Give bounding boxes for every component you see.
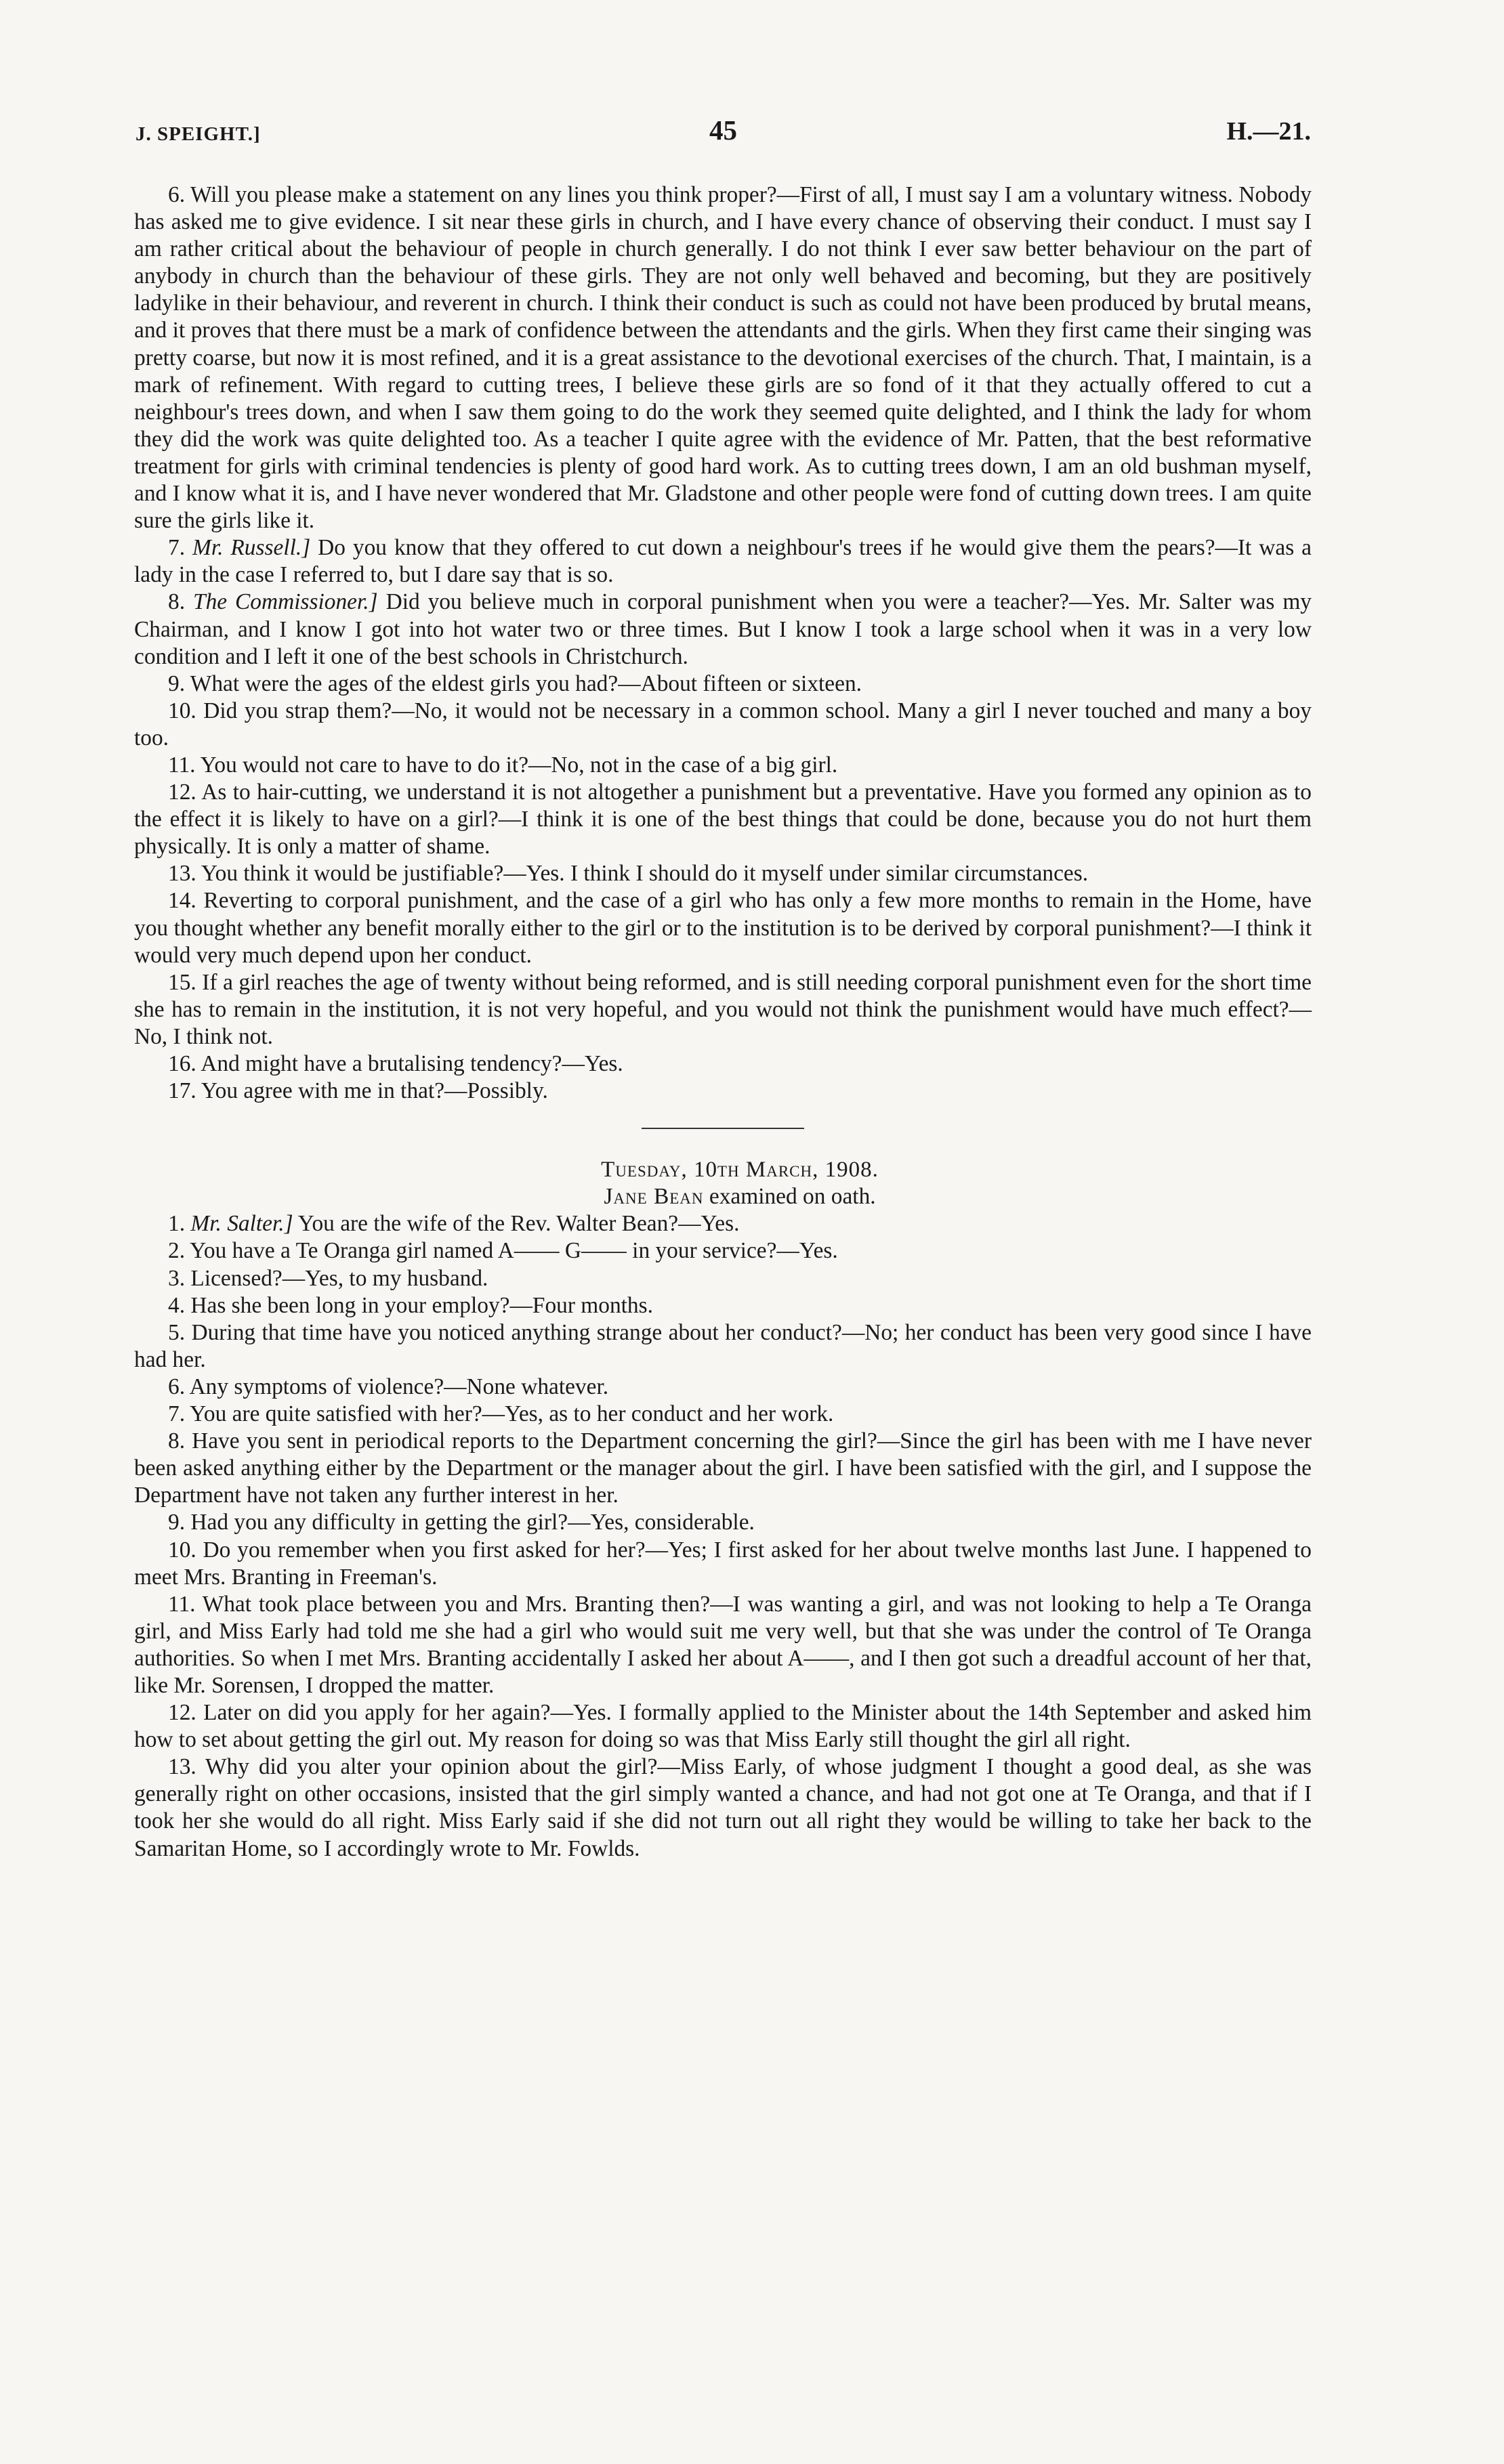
question-answer-text: Reverting to corporal punishment, and the case of a girl who has only a few more months to remain in the Home, have you thought whether any benefit morally either to the girl or to the institution is to be derived by corporal punishment?—I think it would very much depend upon her conduct. — [134, 888, 1312, 968]
question-number: 12. — [168, 1700, 196, 1726]
question-answer-text: Did you believe much in corporal punishment when you were a teacher?—Yes. Mr. Salter was my Chairman, and I know I got into hot water two or three times. But I know I took a large school when it was in a very low condition and I left it one of the best schools in Christchurch. — [134, 589, 1312, 669]
witness-suffix: examined on oath. — [709, 1184, 876, 1210]
question-number: 2. — [168, 1238, 186, 1264]
testimony-paragraph — [134, 534, 1312, 589]
testimony-paragraph — [134, 779, 1312, 860]
question-answer-text: What took place between you and Mrs. Branting then?—I was wanting a girl, and was not looking to help a Te Oranga girl, and Miss Early had told me she had a girl who would suit me very well, but that she was under the control of Te Oranga authorities. So when I met Mrs. Branting accidentally I asked her about A——, and I then got such a dreadful account of her that, like Mr. Sorensen, I dropped the matter. — [134, 1591, 1312, 1698]
testimony-paragraph — [134, 1591, 1312, 1699]
question-answer-text: Had you any difficulty in getting the girl?—Yes, considerable. — [190, 1510, 755, 1535]
question-answer-text: Did you strap them?—No, it would not be necessary in a common school. Many a girl I never touched and many a boy too. — [134, 698, 1312, 750]
testimony-paragraph — [134, 1050, 1312, 1078]
question-number: 4. — [168, 1292, 186, 1318]
question-answer-text: Do you know that they offered to cut down a neighbour's trees if he would give them the pears?—It was a lady in the case I referred to, but I dare say that is so. — [134, 535, 1312, 588]
question-answer-text: What were the ages of the eldest girls you had?—About fifteen or sixteen. — [190, 671, 862, 696]
question-number: 13. — [168, 1754, 196, 1780]
session-date: Tuesday, 10th March, 1908. — [601, 1157, 879, 1183]
testimony-paragraph — [134, 589, 1312, 670]
question-number: 3. — [168, 1265, 186, 1291]
testimony-paragraph — [134, 1292, 1312, 1319]
question-answer-text: You think it would be justifiable?—Yes. I think I should do it myself under similar circumstances. — [201, 861, 1089, 887]
question-number: 1. — [168, 1211, 186, 1237]
question-number: 13. — [168, 861, 196, 887]
question-number: 10. — [168, 698, 196, 723]
question-number: 12. — [168, 780, 196, 805]
document-body — [134, 182, 1312, 1863]
question-answer-text: And might have a brutalising tendency?—Yes. — [201, 1051, 623, 1076]
speight-testimony — [134, 182, 1312, 1105]
question-answer-text: Do you remember when you first asked for her?—Yes; I first asked for her about twelve months last June. I happened to meet Mrs. Branting in Freeman's. — [134, 1537, 1312, 1590]
question-number: 8. — [168, 1428, 186, 1454]
page-header — [135, 114, 1311, 154]
testimony-paragraph — [134, 1237, 1312, 1265]
header-witness: J. SPEIGHT.] — [135, 123, 261, 145]
question-answer-text: You agree with me in that?—Possibly. — [201, 1078, 548, 1104]
testimony-paragraph — [134, 1374, 1312, 1401]
question-number: 15. — [168, 969, 196, 995]
question-answer-text: You would not care to have to do it?—No, not in the case of a big girl. — [200, 752, 838, 778]
testimony-paragraph — [134, 1699, 1312, 1754]
question-answer-text: As to hair-cutting, we understand it is not altogether a punishment but a preventative. Have you formed any opinion as to the effect it is likely to have on a girl?—I think it is one of the best things that could be done, because you do not hurt them physically. It is only a matter of shame. — [134, 780, 1312, 859]
testimony-paragraph — [134, 1210, 1312, 1237]
question-number: 11. — [168, 752, 196, 778]
testimony-paragraph — [134, 969, 1312, 1050]
testimony-paragraph — [134, 1537, 1312, 1591]
question-number: 17. — [168, 1078, 196, 1104]
witness-name: Jane Bean — [604, 1184, 704, 1210]
question-answer-text: Will you please make a statement on any lines you think proper?—First of all, I must say I am a voluntary witness. Nobody has asked me to give evidence. I sit near these girls in church, and I have every chance of observing their conduct. I must say I am rather critical about the behaviour of people in church generally. I do not think I ever saw better behaviour on the part of anybody in church than the behaviour of these girls. They are not only well behaved and becoming, but they are positively ladylike in their behaviour, and reverent in church. I think their conduct is such as could not have been produced by brutal means, and it proves that there must be a mark of confidence between the attendants and the girls. When they first came their singing was pretty coarse, but now it is most refined, and it is a great assistance to the devotional exercises of the church. That, I maintain, is a mark of refinement. With regard to cutting trees, I believe these girls are so fond of it that they actually offered to cut a neighbour's trees down, and when I saw them going to do the work they seemed quite delighted, and I think the lady for whom they did the work was quite delighted too. As a teacher I quite agree with the evidence of Mr. Patten, that the best reformative treatment for girls with criminal tendencies is plenty of good hard work. As to cutting trees down, I am an old bushman myself, and I know what it is, and I have never wondered that Mr. Gladstone and other people were fond of cutting down trees. I am quite sure the girls like it. — [134, 182, 1312, 534]
witness-heading — [134, 1183, 1312, 1210]
question-number: 7. — [168, 1401, 186, 1427]
question-number: 16. — [168, 1051, 196, 1076]
question-number: 5. — [168, 1319, 186, 1345]
question-number: 10. — [168, 1537, 196, 1563]
speaker-label: Mr. Salter.] — [190, 1211, 293, 1237]
testimony-paragraph — [134, 1754, 1312, 1862]
question-answer-text: You have a Te Oranga girl named A—— G—— in your service?—Yes. — [190, 1238, 838, 1264]
document-reference: H.—21. — [1226, 117, 1311, 146]
question-number: 6. — [168, 182, 186, 207]
question-answer-text: During that time have you noticed anything strange about her conduct?—No; her conduct has been very good since I have had her. — [134, 1319, 1312, 1372]
question-answer-text: You are quite satisfied with her?—Yes, as to her conduct and her work. — [190, 1401, 834, 1427]
testimony-paragraph — [134, 671, 1312, 698]
question-answer-text: Have you sent in periodical reports to the Department concerning the girl?—Since the girl has been with me I have never been asked anything either by the Department or the manager about the girl. I have been satisfied with the girl, and I suppose the Department have not taken any further interest in her. — [134, 1428, 1312, 1508]
testimony-paragraph — [134, 182, 1312, 534]
testimony-paragraph — [134, 1078, 1312, 1105]
testimony-paragraph — [134, 752, 1312, 779]
page-number: 45 — [709, 114, 737, 146]
question-number: 11. — [168, 1591, 196, 1617]
question-number: 9. — [168, 1510, 186, 1535]
question-number: 8. — [168, 589, 186, 615]
speaker-label: Mr. Russell.] — [192, 535, 311, 561]
question-answer-text: Has she been long in your employ?—Four months. — [190, 1292, 653, 1318]
question-number: 14. — [168, 888, 196, 914]
question-answer-text: Any symptoms of violence?—None whatever. — [189, 1374, 609, 1399]
speaker-label: The Commissioner.] — [193, 589, 378, 615]
question-answer-text: If a girl reaches the age of twenty without being reformed, and is still needing corporal punishment even for the short time she has to remain in the institution, it is not very hopeful, and you would not think the punishment would have much effect?—No, I think not. — [134, 969, 1312, 1049]
testimony-paragraph — [134, 1509, 1312, 1536]
testimony-paragraph — [134, 1319, 1312, 1374]
testimony-paragraph — [134, 887, 1312, 969]
question-number: 7. — [168, 535, 186, 561]
question-number: 6. — [168, 1374, 186, 1399]
testimony-paragraph — [134, 1401, 1312, 1428]
testimony-paragraph — [134, 1428, 1312, 1509]
testimony-paragraph — [134, 698, 1312, 752]
testimony-paragraph — [134, 860, 1312, 887]
question-answer-text: Later on did you apply for her again?—Yes. I formally applied to the Minister about the 14th September and asked him how to set about getting the girl out. My reason for doing so was that Miss Early still thought the girl all right. — [134, 1700, 1312, 1753]
bean-testimony — [134, 1210, 1312, 1862]
question-answer-text: You are the wife of the Rev. Walter Bean?—Yes. — [297, 1211, 740, 1237]
question-answer-text: Why did you alter your opinion about the girl?—Miss Early, of whose judgment I thought a good deal, as she was generally right on other occasions, insisted that the girl simply wanted a chance, and had not got one at Te Oranga, and that if I took her she would do all right. Miss Early said if she did not turn out all right they would be willing to take her back to the Samaritan Home, so I accordingly wrote to Mr. Fowlds. — [134, 1754, 1312, 1861]
question-number: 9. — [168, 671, 186, 696]
testimony-paragraph — [134, 1265, 1312, 1292]
section-divider — [642, 1128, 804, 1129]
question-answer-text: Licensed?—Yes, to my husband. — [190, 1265, 488, 1291]
